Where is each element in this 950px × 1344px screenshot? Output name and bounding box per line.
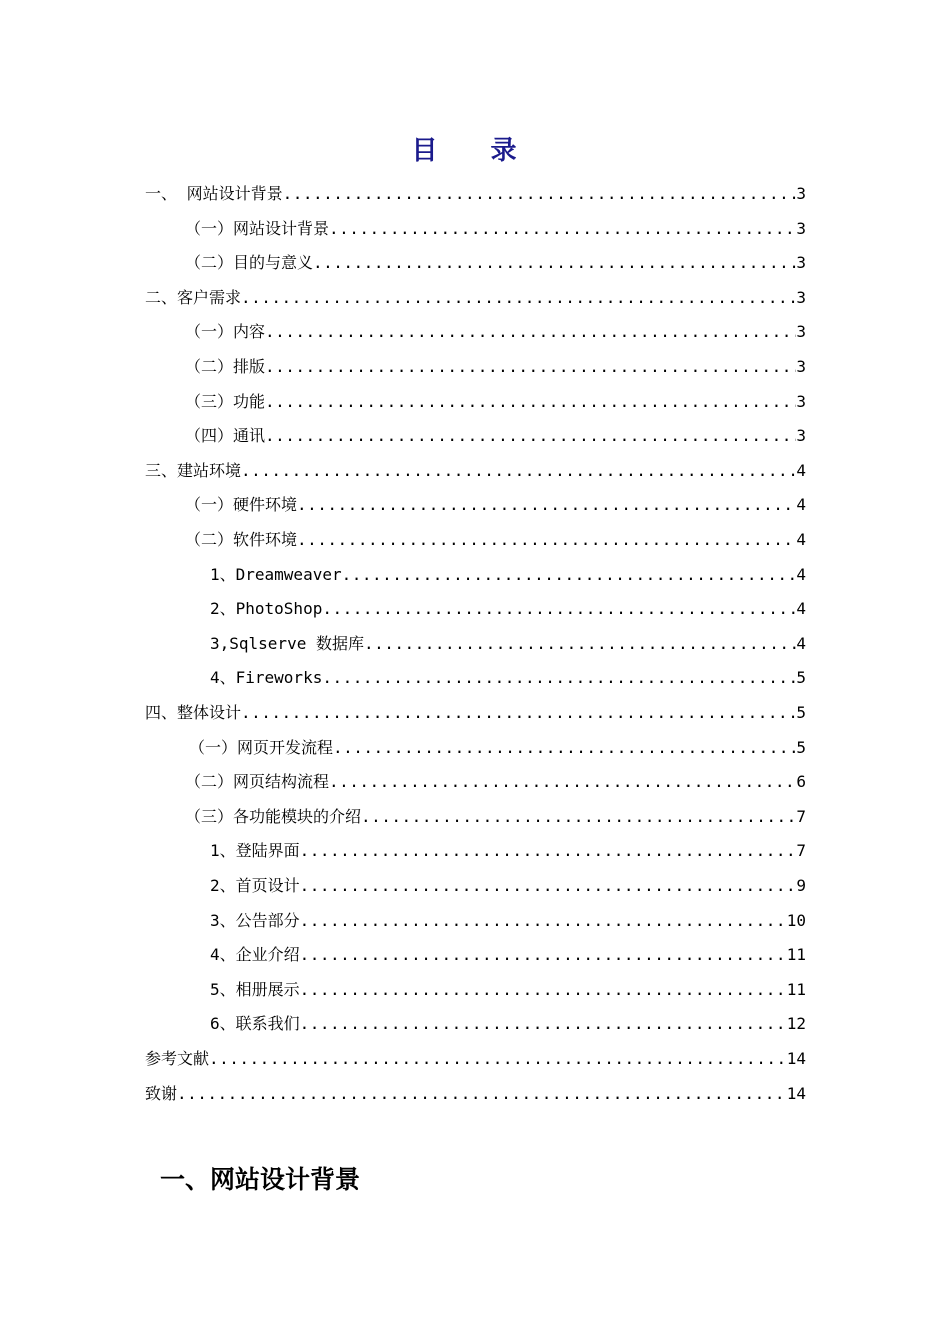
toc-entry[interactable] (185, 516, 806, 550)
toc-entry-page-number: 3 (796, 391, 806, 411)
toc-entry-label: 一、 网站设计背景 (145, 184, 283, 203)
toc-entry[interactable] (145, 447, 806, 481)
toc-entry-page-number: 3 (796, 184, 806, 203)
toc-entry[interactable] (185, 343, 806, 377)
toc-entry-page-number: 5 (796, 668, 806, 688)
toc-dot-leader (361, 807, 796, 827)
toc-entry-label: 3,Sqlserve 数据库 (210, 633, 364, 653)
toc-dot-leader (300, 911, 787, 931)
toc-entry[interactable] (185, 758, 806, 792)
toc-entry[interactable] (210, 931, 806, 965)
toc-entry[interactable] (210, 620, 806, 654)
toc-dot-leader (265, 426, 796, 446)
toc-entry-page-number: 9 (796, 876, 806, 895)
toc-entry-label: 致谢 (145, 1083, 178, 1103)
toc-entry-page-number: 10 (786, 910, 806, 930)
toc-entry[interactable] (210, 897, 806, 931)
toc-entry-page-number: 12 (786, 1014, 806, 1034)
toc-entry[interactable] (145, 274, 806, 308)
toc-entry[interactable] (210, 585, 806, 619)
toc-entry-label: 4、Fireworks (210, 668, 323, 688)
toc-entry-page-number: 6 (796, 772, 806, 792)
toc-entry-label: （四）通讯 (185, 426, 266, 446)
toc-entry-label: （三）功能 (185, 391, 266, 411)
toc-dot-leader (300, 945, 787, 965)
toc-dot-leader (265, 392, 796, 412)
toc-dot-leader (265, 322, 796, 342)
toc-entry-label: 3、公告部分 (210, 910, 300, 930)
toc-entry-label: （一）网页开发流程 (189, 737, 334, 757)
toc-entry-label: 5、相册展示 (210, 979, 300, 999)
toc-entry[interactable] (185, 481, 806, 515)
toc-entry[interactable] (185, 205, 806, 239)
toc-entry-label: （一）网站设计背景 (185, 218, 330, 238)
toc-entry-page-number: 3 (796, 357, 806, 376)
toc-dot-leader (297, 530, 796, 550)
toc-entry-label: 1、Dreamweaver (210, 564, 342, 584)
toc-dot-leader (313, 253, 796, 273)
toc-dot-leader (322, 599, 796, 619)
toc-entry-page-number: 5 (796, 737, 806, 757)
toc-entry-page-number: 11 (786, 979, 806, 999)
toc-dot-leader (329, 772, 796, 792)
toc-entry-page-number: 4 (796, 460, 806, 480)
toc-dot-leader (333, 738, 796, 758)
toc-dot-leader (297, 495, 796, 515)
toc-entry[interactable] (185, 412, 806, 446)
toc-dot-leader (209, 1049, 787, 1069)
toc-entry-label: （二）网页结构流程 (185, 772, 330, 792)
toc-dot-leader (322, 668, 796, 688)
toc-entry-label: 四、整体设计 (145, 703, 242, 722)
toc-dot-leader (265, 357, 796, 377)
toc-entry-label: （二）排版 (185, 357, 266, 376)
toc-entry-page-number: 7 (796, 841, 806, 861)
toc-entry-page-number: 3 (796, 322, 806, 342)
toc-entry-page-number: 5 (796, 703, 806, 722)
toc-entry[interactable] (210, 827, 806, 861)
toc-entry-page-number: 4 (796, 633, 806, 653)
toc-entry-label: （一）内容 (185, 322, 266, 342)
toc-entry[interactable] (210, 966, 806, 1000)
toc-entry-page-number: 14 (786, 1049, 806, 1068)
toc-dot-leader (329, 219, 796, 239)
toc-entry-label: 6、联系我们 (210, 1014, 300, 1034)
toc-entry[interactable] (185, 308, 806, 342)
toc-entry-label: 三、建站环境 (145, 460, 242, 480)
toc-entry-label: 参考文献 (145, 1049, 210, 1068)
toc-entry-page-number: 4 (796, 495, 806, 515)
toc-entry-page-number: 4 (796, 530, 806, 549)
toc-dot-leader (342, 565, 797, 585)
toc-entry[interactable] (210, 862, 806, 896)
toc-dot-leader (300, 980, 787, 1000)
toc-entry[interactable] (189, 724, 806, 758)
toc-entry[interactable] (185, 239, 806, 273)
toc-entry-label: （一）硬件环境 (185, 495, 298, 515)
toc-entry-page-number: 3 (796, 287, 806, 307)
toc-entry-page-number: 3 (796, 253, 806, 273)
toc-entry-page-number: 11 (786, 945, 806, 965)
toc-entry-page-number: 14 (786, 1083, 806, 1103)
toc-entry-label: 2、PhotoShop (210, 599, 323, 619)
toc-entry[interactable] (145, 170, 806, 204)
toc-dot-leader (177, 1084, 787, 1104)
toc-entry-label: （三）各功能模块的介绍 (185, 806, 362, 826)
toc-entry[interactable] (185, 378, 806, 412)
toc-dot-leader (300, 841, 797, 861)
toc-entry[interactable] (185, 793, 806, 827)
toc-entry[interactable] (145, 689, 806, 723)
toc-dot-leader (300, 876, 797, 896)
toc-entry-label: 1、登陆界面 (210, 841, 300, 861)
toc-entry-label: （二）目的与意义 (185, 253, 314, 273)
toc-title: 目 录 (411, 136, 539, 166)
toc-entry-label: 二、客户需求 (145, 287, 242, 307)
toc-entry-page-number: 4 (796, 599, 806, 619)
toc-entry-label: （二）软件环境 (185, 530, 298, 549)
toc-dot-leader (283, 184, 797, 204)
toc-dot-leader (241, 288, 796, 308)
toc-dot-leader (364, 634, 796, 654)
toc-dot-leader (241, 703, 796, 723)
toc-entry[interactable] (210, 1000, 806, 1034)
toc-entry[interactable] (210, 551, 806, 585)
toc-dot-leader (241, 461, 796, 481)
toc-entry-page-number: 3 (796, 218, 806, 238)
toc-entry-page-number: 3 (796, 426, 806, 446)
toc-entry[interactable] (145, 1070, 806, 1104)
toc-entry-page-number: 4 (796, 564, 806, 584)
section-heading: 一、网站设计背景 (160, 1165, 361, 1194)
toc-entry-page-number: 7 (796, 806, 806, 826)
toc-entry-label: 4、企业介绍 (210, 945, 300, 965)
toc-dot-leader (300, 1014, 787, 1034)
toc-entry-label: 2、首页设计 (210, 876, 300, 895)
toc-entry[interactable] (210, 654, 806, 688)
toc-entry[interactable] (145, 1035, 806, 1069)
